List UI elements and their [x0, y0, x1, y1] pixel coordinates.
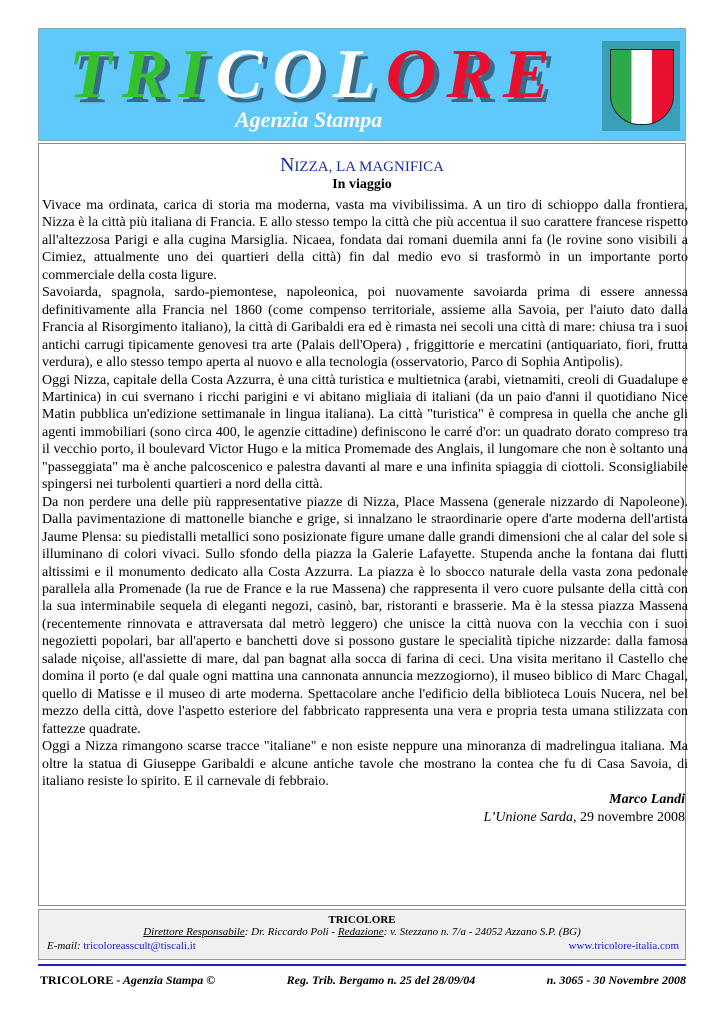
page-footer: [40, 973, 686, 988]
article-title: NIZZA, LA MAGNIFICA: [279, 154, 445, 176]
director-label: Direttore Responsabile: [143, 926, 245, 938]
registration: Reg. Trib. Bergamo n. 25 del 28/09/04: [286, 973, 476, 987]
footer-brand: TRICOLORE: [40, 973, 114, 987]
paragraph: Oggi a Nizza rimangono scarse tracce "italiane" e non esiste neppure una minoranza di madrelingua italiana. Ma oltre la statua di Giuseppe Garibaldi e alcune antiche tavole che mostrano la contea che fu di Casa Savoia, di italiano resiste lo spirito. E il carnevale di febbraio.: [42, 739, 688, 789]
article: [38, 143, 686, 906]
footer-brand-sub: - Agenzia Stampa ©: [113, 973, 216, 987]
issue-number: n. 3065 - 30 Novembre 2008: [546, 973, 686, 987]
masthead-subtitle: Agenzia Stampa: [235, 107, 383, 132]
signature: [39, 791, 685, 827]
source: L’Unione Sarda: [483, 810, 574, 826]
italian-shield-icon: [602, 41, 680, 131]
colophon: [38, 909, 686, 960]
article-kicker: In viaggio: [332, 177, 392, 192]
paragraph: Savoiarda, spagnola, sardo-piemontese, napoleonica, poi nuovamente savoiarda prima di essere annessa definitivamente alla Francia nel 1860 (come compenso territoriale, assieme alla Savoia, per l'aiuto dato dalla Francia al Risorgimento italiano), la città di Garibaldi era ed è rimasta nei secoli una città di mare: chiusa tra i suoi antichi carrugi tipicamente genovesi tra arte (Palais dell'Opera) , friggittorie e mercatini (antiquariato, fiori, frutta verdura), e allo stesso tempo aperta al nuovo e alla tecnologia (osservatorio, Parco di Sophia Antìpolis).: [42, 285, 688, 371]
divider: [38, 964, 686, 966]
date: , 29 novembre 2008: [573, 810, 685, 826]
email-line: [47, 940, 196, 952]
paragraph: Oggi Nizza, capitale della Costa Azzurra, è una città turistica e multietnica (arabi, vietnamiti, creoli di Guadalupe e Martinica) in cui svernano i ricchi parigini e vi abitano migliaia di italiani (da un paio d'anni il quotidiano Nice Matin pubblica un'edizione settimanale in lingua italiana). La città "turistica" è compresa in quella che anche gli agenti immobiliari (sono circa 400, le agenzie cittadine) definiscono le carré d'or: un quadrato dorato compreso tra il vecchio porto, il boulevard Victor Hugo e la mitica Promemade des Anglais, il lungomare che non è soltanto una "passeggiata" ma è anche palcoscenico e palestra davanti al mare e una infinita spiaggia di ciottoli. Sconsigliabile spingersi nei turbolenti quartieri a nord della città.: [42, 372, 688, 493]
redazione: : v. Stezzano n. 7/a - 24052 Azzano S.P. (BG): [383, 926, 581, 938]
email-label: E-mail:: [47, 940, 84, 952]
article-body: [42, 197, 688, 790]
tricolore-logo: TRICOLORE: [69, 36, 560, 113]
paragraph: Vivace ma ordinata, carica di storia ma moderna, vasta ma vivibilissima. A un tiro di schioppo dalla frontiera, Nizza è la città più italiana di Francia. E allo stesso tempo la città che più accentua il suo carattere francese rispetto all'altezzosa Parigi e alla cugina Marsiglia. Nicaea, fondata dai romani duemila anni fa (le rovine sono visibili a Cimiez, attualmente uno dei quartieri della città) fin dal medio evo si trasformò in un importante porto commerciale della costa ligure.: [42, 198, 688, 283]
author: Marco Landi: [609, 792, 685, 808]
email-link[interactable]: tricoloreasscult@tiscali.it: [83, 940, 196, 952]
colophon-details: [39, 926, 685, 938]
colophon-title: TRICOLORE: [328, 914, 396, 926]
paragraph: Da non perdere una delle più rappresentative piazze di Nizza, Place Massena (generale nizzardo di Napoleone). Dalla pavimentazione di mattonelle bianche e grige, si innalzano le straordinarie opere d'arte moderna dell'artista Jaume Plensa: su piedistalli metallici sono posizionate figure umane dalle grandi dimensioni che al calar del sole si illuminano di colori vivaci. Sullo sfondo della piazza la Galerie Lafayette. Stupenda anche la fontana dai flutti altissimi e il monumento dedicato alla Costa Azzurra. La piazza è lo sbocco naturale della vasta zona pedonale parallela alla Promenade (la rue de France e la rue Massena) che rappresenta il vero cuore pulsante della città con la sua interminabile sequela di eleganti negozi, casinò, bar, ristoranti e brasserie. Ma è la stessa piazza Massena (recentemente rinnovata e attraversata dal metrò leggero) che unisce la città nuova con la vecchia con i suoi negozietti popolari, bar all'aperto e banchetti dove si possono gustare le specialità tipiche nizzarde: dalla famosa salade niçoise, all'assiette di mare, dal pan bagnat alla socca di farina di ceci. Una visita meritano il Castello che domina il porto (e dal quale ogni mattina una cannonata annuncia mezzogiorno), il museo biblico di Marc Chagal, quello di Matisse e il museo di arte moderna. Spettacolare anche l'edificio della biblioteca Louis Nucera, nel bel mezzo della città, dove l'aspetto esteriore del fabbricato rappresenta una vera e propria testa umana stilizzata con fattezze quadrate.: [42, 494, 688, 737]
director: : Dr. Riccardo Poli -: [244, 926, 338, 938]
redazione-label: Redazione: [337, 926, 384, 938]
website-link[interactable]: www.tricolore-italia.com: [568, 940, 679, 952]
masthead: [38, 28, 686, 141]
